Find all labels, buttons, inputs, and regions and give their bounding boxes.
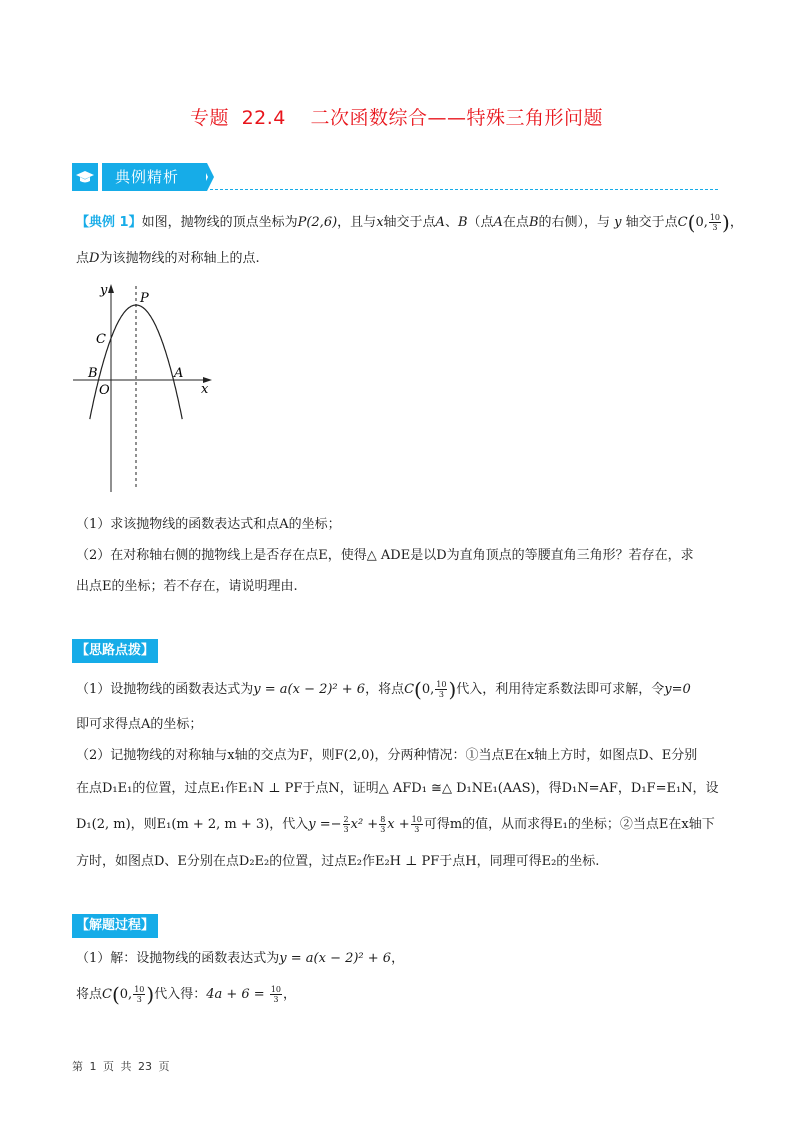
text: 轴交于点 — [383, 215, 436, 230]
text: 将点 — [76, 987, 103, 1002]
solution-tag: 【解题过程】 — [72, 914, 158, 938]
formula: x + — [387, 817, 410, 832]
text: 如图，抛物线的顶点坐标为 — [141, 215, 298, 230]
text: ， — [729, 215, 743, 230]
numerator: 10 — [436, 680, 447, 689]
numerator: 10 — [709, 213, 721, 222]
hint-tag: 【思路点拨】 — [72, 639, 158, 663]
text: （1）设抛物线的函数表达式为 — [76, 682, 254, 697]
vertex: P(2,6) — [297, 215, 338, 230]
example-line-2 — [76, 250, 260, 268]
text: 点 — [76, 251, 90, 266]
text: 代入，利用待定系数法即可求解，令 — [456, 682, 665, 697]
label-x: x — [201, 382, 209, 397]
text: 的右侧），与 — [538, 215, 611, 230]
denominator: 3 — [414, 825, 420, 834]
chevron-right-icon — [200, 163, 220, 191]
example-tag: 【典例 1】 — [76, 215, 142, 230]
solution-line-2: 将点C(0, $\frac{10}{3}$ )代入得：4a + 6 = $\frac{10}{3}$ ， — [76, 982, 297, 1007]
numerator: 10 — [134, 985, 145, 994]
text: D₁(2, m)，则E₁(m + 2, m + 3)，代入 — [76, 817, 309, 832]
page-footer: 第 1 页 共 23 页 — [72, 1060, 170, 1073]
formula: y = a(x − 2)² + 6 — [279, 951, 392, 966]
point-b: B — [457, 215, 468, 230]
text: ， — [283, 987, 297, 1002]
point-d: D — [89, 251, 100, 266]
fraction — [379, 815, 386, 834]
text: 0, — [119, 987, 133, 1002]
hint-line-6: 方时，如图点D、E分别在点D₂E₂的位置，过点E₂作E₂H ⊥ PF于点H，同理可得E₂的坐标. — [76, 854, 600, 869]
label-y: y — [100, 283, 108, 298]
fraction — [270, 985, 282, 1004]
numerator: 8 — [380, 815, 386, 824]
title-prefix: 专题 — [190, 107, 230, 129]
text: 、 — [444, 215, 458, 230]
label-a: A — [174, 366, 184, 381]
y-axis-arrow — [108, 284, 114, 293]
text: 为该抛物线的对称轴上的点. — [99, 251, 260, 266]
text: ，且与 — [337, 215, 377, 230]
formula: y=0 — [664, 682, 691, 697]
text: ，将点 — [365, 682, 405, 697]
hint-line-5 — [76, 815, 715, 834]
hint-line-3: （2）记抛物线的对称轴与x轴的交点为F，则F(2,0)，分两种情况：①当点E在x轴上方时，如图点D、E分别 — [76, 748, 698, 763]
text: 在点 — [502, 215, 529, 230]
text: 可得m的值，从而求得E₁的坐标；②当点E在x轴下 — [423, 817, 715, 832]
numerator: 2 — [343, 815, 349, 824]
section-label: 典例精析 — [102, 163, 206, 191]
example-line-1: 【典例 1】如图，抛物线的顶点坐标为P(2,6)，且与x轴交于点A、B（点A在点B的右侧），与 y 轴交于点C(0, $\frac{10}{3}$ )， — [76, 210, 743, 235]
denominator: 3 — [343, 825, 349, 834]
parabola-figure — [70, 280, 230, 510]
section-divider — [210, 189, 718, 190]
text: 0, — [421, 682, 435, 697]
page-title — [0, 103, 793, 130]
question-2-line-2: 出点E的坐标；若不存在，请说明理由. — [76, 579, 298, 594]
denominator: 3 — [273, 995, 279, 1004]
var-x: x — [376, 215, 384, 230]
point-c: C — [102, 987, 112, 1002]
hint-line-2: 即可求得点A的坐标； — [76, 717, 203, 732]
fraction — [709, 213, 721, 232]
label-p: P — [140, 291, 149, 306]
formula: y = a(x − 2)² + 6 — [253, 682, 366, 697]
solution-line-1 — [76, 950, 404, 968]
text: （1）解：设抛物线的函数表达式为 — [76, 951, 280, 966]
title-text: 二次函数综合——特殊三角形问题 — [310, 107, 603, 129]
point-a: A — [435, 215, 445, 230]
numerator: 10 — [411, 815, 422, 824]
label-o: O — [99, 383, 110, 398]
text: ， — [391, 951, 405, 966]
var-y: y — [614, 215, 622, 230]
text: 0, — [695, 215, 708, 230]
label-b: B — [88, 366, 98, 381]
fraction — [411, 815, 423, 834]
point-b: B — [528, 215, 539, 230]
hint-line-1: （1）设抛物线的函数表达式为y = a(x − 2)² + 6，将点C(0, $\frac{10}{3}$ )代入，利用待定系数法即可求解，令y=0 — [76, 677, 691, 702]
formula: 4a + 6 = — [206, 987, 265, 1002]
text: 代入得： — [154, 987, 207, 1002]
title-number: 22.4 — [241, 107, 286, 129]
question-1: （1）求该抛物线的函数表达式和点A的坐标； — [76, 517, 341, 532]
fraction — [435, 680, 447, 699]
point-a: A — [493, 215, 503, 230]
numerator: 10 — [270, 985, 282, 994]
text: 轴交于点 — [625, 215, 678, 230]
hint-line-4: 在点D₁E₁的位置，过点E₁作E₁N ⊥ PF于点N，证明△ AFD₁ ≅△ D₁NE₁(AAS)，得D₁N=AF，D₁F=E₁N，设 — [76, 781, 719, 796]
denominator: 3 — [712, 223, 718, 232]
label-c: C — [96, 332, 106, 347]
denominator: 3 — [438, 690, 444, 699]
question-2-line-1: （2）在对称轴右侧的抛物线上是否存在点E，使得△ ADE是以D为直角顶点的等腰直角三角形？若存在，求 — [76, 548, 694, 563]
formula: y =− — [308, 817, 342, 832]
formula: x² + — [350, 817, 379, 832]
denominator: 3 — [380, 825, 386, 834]
fraction — [343, 815, 350, 834]
point-c: C — [677, 215, 688, 230]
denominator: 3 — [136, 995, 142, 1004]
point-c: C — [404, 682, 415, 697]
text: （点 — [467, 215, 494, 230]
graduation-cap-icon — [72, 163, 98, 191]
fraction — [133, 985, 145, 1004]
